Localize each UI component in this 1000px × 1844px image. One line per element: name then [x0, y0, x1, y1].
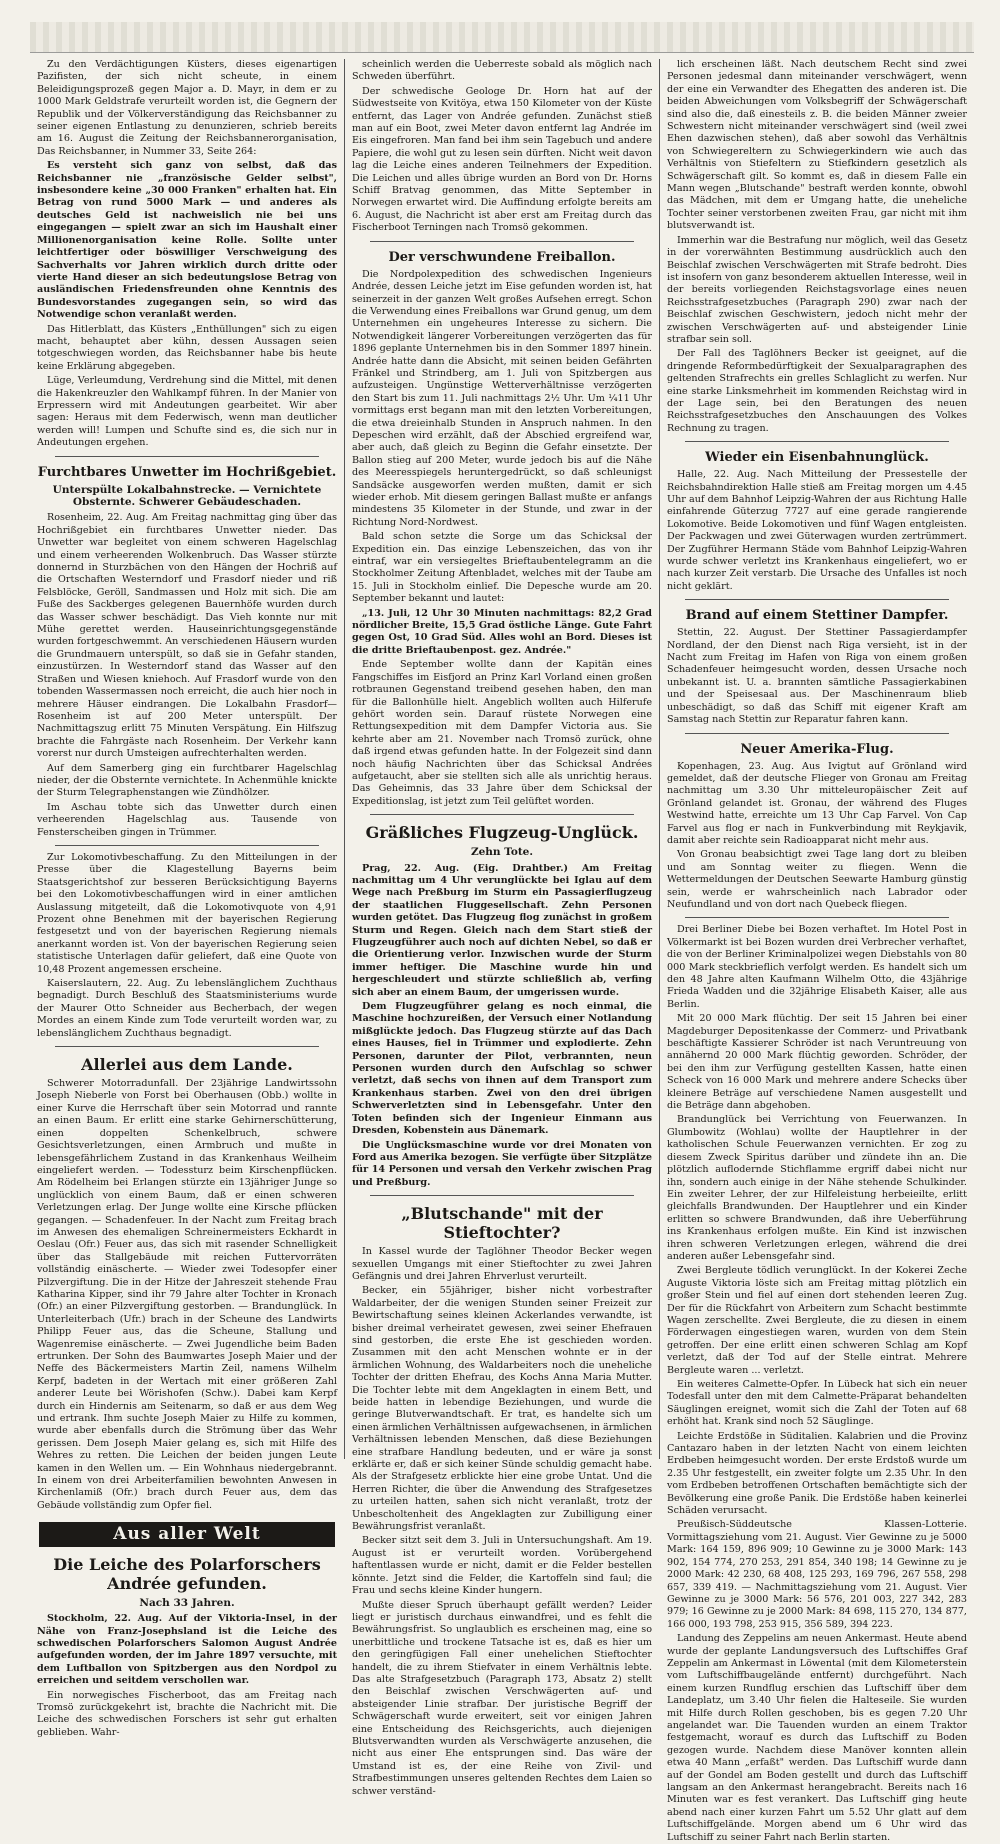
news-item: Ein weiteres Calmette-Opfer. In Lübeck hat sich ein neuer Todesfall unter den mit dem Calmette-Präparat behandelten Säuglingen ereignet, womit sich die Zahl der Toten auf 68 erhöht hat. Krank sind noch 52 Säuglinge. [667, 1379, 967, 1428]
divider [685, 441, 949, 442]
subheadline-unwetter: Unterspülte Lokalbahnstrecke. — Vernichtete Obsternte. Schwerer Gebäudeschaden. [52, 483, 322, 508]
article-paragraph: scheinlich werden die Ueberreste sobald als möglich nach Schweden überführt. [352, 59, 652, 83]
article-paragraph: Schwerer Motorradunfall. Der 23jährige Landwirtssohn Joseph Nieberle von Forst bei Oberhausen (Obb.) wollte in einer Kurve die Herrschaft über sein Motorrad und rannte an einen Baum. Er erlitt eine starke Gehirnerschütterung, einen doppelten Schenkelbruch, schwere Gesichtsverletzungen, einen Armbruch und mußte in lebensgefährlichem Zustand in das Krankenhaus Weilheim eingeliefert werden. — Todessturz beim Kirschenpflücken. Am Rödelheim bei Erlangen stürzte ein 13jähriger Junge so unglücklich von einem Baum, daß er einen schweren Verletzungen erlag. Der Junge wollte eine Kirsche pflücken gegangen. — Schadenfeuer. In der Nacht zum Freitag brach im Anwesen des ehemaligen Schreinermeisters Eckhardt in Oeslau (Ofr.) Feuer aus, das sich mit rasender Schnelligkeit über das Stallgebäude mit reichen Futtervorräten vollständig einäscherte. — Wieder zwei Todesopfer einer Pilzvergiftung. Die in der Hitze der Jahreszeit stehende Frau Katharina Kipper, sind ihr 79 Jahre alter Tochter in Kronach (Ofr.) an einer Pilzvergiftung gestorben. — Brandunglück. In Unterleiterbach (Ufr.) brach in der Scheune des Landwirts Philipp Feuer aus, das die Scheune, Stallung und Wagenremise einäscherte. — Zwei Jugendliche beim Baden ertrunken. Der Sohn des Baumwartes Joseph Maier und der Neffe des Bäckermeisters Martin Zeil, namens Wilhelm Kerpf, badeten in der Wertach mit einer größeren Zahl anderer Leute bei Wörishofen (Schw.). Dabei kam Kerpf durch ein Hindernis am Seitenarm, so daß er aus dem Weg und ertrank. Ihm suchte Joseph Maier zu Hilfe zu kommen, wurde aber ebenfalls durch die Strömung über das Wehr gerissen. Dem Joseph Maier gelang es, sich mit Hilfe des Wehres zu retten. Die Leichen der beiden jungen Leute kamen in den Wellen um. — Ein Wohnhaus niedergebrannt. In einem von drei Arbeiterfamilien bewohnten Anwesen in Kirchenlamiß (Ofr.) brach durch Feuer aus, dem das Gebäude vollständig zum Opfer fiel. [37, 1078, 337, 1511]
article-paragraph: Stettin, 22. August. Der Stettiner Passagierdampfer Nordland, der den Dienst nach Riga versieht, ist in der Nacht zum Freitag im Hafen von Riga von einem großen Schadenfeuer heimgesucht worden, dessen Ursache noch unbekannt ist. U. a. brannten sämtliche Passagierkabinen und der Speisesaal aus. Der Maschinenraum blieb unbeschädigt, so daß das Schiff mit eigener Kraft am Samstag nach Stettin zur Reparatur fahren kann. [667, 627, 967, 726]
column-left [30, 59, 344, 1738]
reichsbanner-quote: Es versteht sich ganz von selbst, daß das Reichsbanner nie „französische Gelder selbst", insbesondere keine „30 000 Franken" erhalten hat. Ein Betrag von rund 5000 Mark — und anderes als deutsches Geld ist nachweislich nie bei uns eingegangen — spielt zwar an sich im Haushalt einer Millionenorganisation keine Rolle. Sollte unter leichtfertiger oder böswilliger Verschweigung des Sachverhalts vor Jahren wirklich durch dritte oder vierte Hand dieser an sich bedeutungslose Betrag von ausländischen Friedensfreunden ohne Kenntnis des Bundesvorstandes zugegangen sein, so wird das Notwendige schon veranlaßt werden. [37, 160, 337, 321]
column-container [30, 59, 974, 1843]
article-paragraph: Bald schon setzte die Sorge um das Schicksal der Expedition ein. Das einzige Lebenszeichen, das von ihr eintraf, war ein versiegeltes Brieftaubentelegramm an die Stockholmer Zeitung Aftenbladet, welches mit der Taube am 15. Juli in Stockholm einlief. Die Depesche wurde am 20. September bekannt und lautet: [352, 531, 652, 605]
article-paragraph: Halle, 22. Aug. Nach Mitteilung der Pressestelle der Reichsbahndirektion Halle stieß am Freitag morgen um 4.45 Uhr auf dem Bahnhof Leipzig-Wahren der aus Richtung Halle einfahrende Güterzug 7727 auf eine gerade rangierende Lokomotive. Beide Lokomotiven und fünf Wagen entgleisten. Der Packwagen und zwei Güterwagen wurden zertrümmert. Der Zugführer Hermann Städe vom Bahnhof Leipzig-Wahren wurde schwer verletzt ins Krankenhaus eingeliefert, wo er nach kurzer Zeit verstarb. Die Ursache des Unfalles ist noch nicht geklärt. [667, 469, 967, 592]
divider [685, 599, 949, 600]
divider [370, 241, 634, 242]
news-item: Preußisch-Süddeutsche Klassen-Lotterie. Vormittagsziehung vom 21. August. Vier Gewinne zu je 5000 Mark: 164 159, 896 909; 10 Gewinne zu je 3000 Mark: 143 902, 154 774, 270 253, 291 854, 340 198; 14 Gewinne zu je 2000 Mark: 42 230, 68 408, 125 293, 169 796, 267 558, 298 657, 339 419. — Nachmittagsziehung vom 21. August. Vier Gewinne zu je 3000 Mark: 56 576, 201 003, 227 342, 283 979; 16 Gewinne zu je 2000 Mark: 84 698, 115 270, 134 877, 166 000, 193 798, 253 915, 356 589, 394 223. [667, 1519, 967, 1630]
column-right [659, 59, 974, 1843]
article-paragraph: Lüge, Verleumdung, Verdrehung sind die Mittel, mit denen die Hakenkreuzler den Wahlkampf führen. In der Manier von Erpressern wird mit Andeutungen gearbeitet. Wir aber sagen: Heraus mit dem Federwisch, wenn man deutlicher werden will! Lumpen und Schufte sind es, die sich nur in Andeutungen ergehen. [37, 375, 337, 449]
headline-allerlei: Allerlei aus dem Lande. [81, 1055, 293, 1075]
article-paragraph: Die Unglücksmaschine wurde vor drei Monaten von Ford aus Amerika bezogen. Sie verfügte über Sitzplätze für 14 Personen und versah den Verkehr zwischen Prag und Preßburg. [352, 1139, 652, 1188]
subheadline-flugzeug: Zehn Tote. [470, 846, 534, 859]
article-paragraph: Mußte dieser Spruch überhaupt gefällt werden? Leider liegt er juristisch durchaus einwandfrei, und es fehlt die Bewährungsfrist. So unglaublich es erscheinen mag, eine so unerbittliche und trockene Tatsache ist es, daß es hier um den geringfügigen Fall einer unehelichen Stieftochter handelt, die zu ihrem Stiefvater in einem Verhältnis lebte. Das alte Strafgesetzbuch (Paragraph 173, Absatz 2) stellt den Beischlaf zwischen Verschwägerten auf- und absteigender Linie strafbar. Der juristische Begriff der Schwägerschaft wurde erweitert, seit vor einigen Jahren eine Entscheidung des Reichsgerichts, auch diejenigen Blutsverwandten wurden als Verschwägerte anzusehen, die nicht aus einer Ehe entsprungen sind. Das wäre der Umstand ist es, der eine Reihe von Zivil- und Strafbestimmungen unseres geltenden Rechtes dem Laien so schwer verständ- [352, 1599, 652, 1797]
article-paragraph: Dem Flugzeugführer gelang es noch einmal, die Maschine hochzureißen, der Versuch einer Notlandung mißglückte jedoch. Das Flugzeug stürzte auf das Dach eines Hauses, fiel in Trümmer und explodierte. Zehn Personen, darunter der Pilot, verbrannten, neun Personen wurden durch den Aufschlag so schwer verletzt, daß sechs von ihnen auf dem Transport zum Krankenhaus starben. Zwei von den drei übrigen Schwerverletzten sind in Lebensgefahr. Unter den Toten befinden sich der Ingenieur Einmann aus Dresden, Kobenstein aus Dänemark. [352, 1001, 652, 1137]
article-paragraph: Becker sitzt seit dem 3. Juli in Untersuchungshaft. Am 19. August ist er verurteilt worden. Vorübergehend haftentlassen wurde er nicht, damit er die Felder bestellen könnte. Jetzt sind die Felder, die Kartoffeln sind faul; die Frau und sechs kleine Kinder hungern. [352, 1535, 652, 1597]
headline-unwetter: Furchtbares Unwetter im Hochrißgebiet. [37, 464, 337, 480]
article-paragraph: Rosenheim, 22. Aug. Am Freitag nachmittag ging über das Hochrißgebiet ein furchtbares Unwetter nieder. Das Unwetter war begleitet von einem schweren Hagelschlag und einem verheerenden Wolkenbruch. Das Wasser stürzte donnernd in Sturzbächen von den Hängen der Hochriß auf die Ortschaften Westerndorf und Frasdorf nieder und riß Felsblöcke, Geröll, Sandmassen und Holz mit sich. Die am Fuße des Sackberges gelegenen Bauernhöfe wurden durch das Wasser schwer beschädigt. Das Vieh konnte nur mit Mühe gerettet werden. Hauseinrichtungsgegenstände wurden fortgeschwemmt. An verschiedenen Häusern wurden die Grundmauern unterspült, so daß sie in Gefahr standen, einzustürzen. In Westerndorf stand das Wasser auf den Straßen und Wiesen kniehoch. Auf Frasdorf wurde von den tobenden Wassermassen noch erreicht, die auch hier noch in mehrere Häuser eindrangen. Die Lokalbahn Frasdorf—Rosenheim ist auf 200 Meter unterspült. Der Nachmittagszug erlitt 75 Minuten Verspätung. Ein Hilfszug brachte die Fahrgäste nach Rosenheim. Der Verkehr kann vorerst nur durch Umsteigen aufrechterhalten werden. [37, 512, 337, 760]
news-item: Mit 20 000 Mark flüchtig. Der seit 15 Jahren bei einer Magdeburger Depositenkasse der Commerz- und Privatbank beschäftigte Kassierer Schröder ist nach Veruntreuung von annähernd 20 000 Mark flüchtig geworden. Schröder, der bei den ihm zur Verfügung gestellten Kassen, hatte einen Scheck von 16 000 Mark und mehrere andere Schecks über kleinere Beträge auf verschiedene Namen ausgestellt und die Beträge dann abgehoben. [667, 1013, 967, 1112]
article-paragraph: Ein norwegisches Fischerboot, das am Freitag nach Tromsö zurückgekehrt ist, brachte die Nachricht mit. Die Leiche des schwedischen Forschers ist sehr gut erhalten geblieben. Wahr- [37, 1689, 337, 1738]
divider [685, 733, 949, 734]
article-paragraph: Zur Lokomotivbeschaffung. Zu den Mitteilungen in der Presse über die Klagestellung Bayerns beim Staatsgerichtshof zur besseren Berücksichtigung Bayerns bei den Lokomotivbeschaffungen wird in einer amtlichen Auslassung mitgeteilt, daß die Lokomotivquote von 4,91 Prozent ohne Benehmen mit der bayerischen Regierung festgesetzt und von der bayerischen Regierung niemals anerkannt worden ist. Von der bayerischen Regierung seien statistische Unterlagen dafür geliefert, daß eine Quote von 10,48 Prozent angemessen erscheine. [37, 851, 337, 975]
subheadline-andree: Nach 33 Jahren. [139, 1596, 235, 1609]
divider [370, 814, 634, 815]
divider [55, 845, 319, 846]
news-item: Zwei Bergleute tödlich verunglückt. In der Kokerei Zeche Auguste Viktoria löste sich am Freitag mittag plötzlich ein großer Stein und fiel auf einen dort stehenden leeren Zug. Der für die Rückfahrt von Arbeitern zum Schacht bestimmte Wagen zerschellte. Zwei Bergleute, die zu diesen in einem Förderwagen eingestiegen waren, wurden von dem Stein getroffen. Der eine erlitt einen schweren Schlag am Kopf verletzt, daß der Tod auf der Stelle eintrat. Mehrere Bergleute waren ... verletzt. [667, 1265, 967, 1376]
telegram-quote: „13. Juli, 12 Uhr 30 Minuten nachmittags: 82,2 Grad nördlicher Breite, 15,5 Grad östliche Länge. Gute Fahrt gegen Ost, 10 Grad Süd. Alles wohl an Bord. Dieses ist die dritte Brieftaubenpost. gez. Andrée." [352, 607, 652, 656]
headline-dampfer: Brand auf einem Stettiner Dampfer. [685, 608, 949, 624]
article-paragraph: Von Gronau beabsichtigt zwei Tage lang dort zu bleiben und am Sonntag weiter zu fliegen. Wenn die Wettermeldungen der Deutschen Seewarte Hamburg günstig sein, werde er wahrscheinlich nach Labrador oder Neufundland und von dort nach Quebeck fliegen. [667, 849, 967, 910]
article-lead: Prag, 22. Aug. (Eig. Drahtber.) Am Freitag nachmittag um 4 Uhr verunglückte bei Iglau auf dem Wege nach Preßburg im Sturm ein Passagierflugzeug der staatlichen Fluggesellschaft. Zehn Personen wurden getötet. Das Flugzeug flog zunächst in großem Sturm und Regen. Gleich nach dem Start stieß der Flugzeugführer auch noch auf dichten Nebel, so daß er die Orientierung verlor. Inzwischen wurde der Sturm immer heftiger. Die Maschine wurde hin und hergeschleudert und stürzte schließlich ab, verfing sich aber an einem Baum, der umgerissen wurde. [352, 862, 652, 998]
section-banner: Aus aller Welt [39, 1522, 335, 1546]
article-paragraph: Auf dem Samerberg ging ein furchtbarer Hagelschlag nieder, der die Obsternte vernichtete. In Achenmühle knickte der Sturm Telegraphenstangen wie Zündhölzer. [37, 762, 337, 799]
article-paragraph: Der schwedische Geologe Dr. Horn hat auf der Südwestseite von Kvitöya, etwa 150 Kilometer von der Küste entfernt, das Lager von Andrée gefunden. Zunächst stieß man auf ein Boot, zwei Meter davon entfernt lag Andrée im Eis eingefroren. Man fand bei ihm sein Tagebuch und andere Papiere, die wohl gut zu lesen sein dürften. Nicht weit davon lag die Leiche eines anderen Teilnehmers der Expedition. Die Leichen und alles übrige wurden an Bord von Dr. Horns Schiff Bratvag genommen, das Mitte September in Norwegen erwartet wird. Die Auffindung erfolgte bereits am 6. August, die Nachricht ist aber erst am Freitag durch das Fischerboot Terningen nach Tromsö gekommen. [352, 85, 652, 234]
article-paragraph: Immerhin war die Bestrafung nur möglich, weil das Gesetz in der vorerwähnten Bestimmung ausdrücklich auch den Beischlaf zwischen Verschwägerten mit Strafe bedroht. Dies ist insofern von ganz besonderem aktuellen Interesse, weil in der bereits vorliegenden Reichstagsvorlage eines neuen Reichsstrafgesetzbuches (Paragraph 290) zwar nach der Beischlaf zwischen Geschwistern, jedoch nicht mehr der zwischen Verschwägerten auf- und absteigender Linie strafbar sein soll. [667, 234, 967, 345]
news-item: Drei Berliner Diebe bei Bozen verhaftet. Im Hotel Post in Völkermarkt ist bei Bozen wurden drei Verbrecher verhaftet, die von der Berliner Kriminalpolizei wegen Diebstahls von 80 000 Mark steckbrieflich verfolgt werden. Es handelt sich um den 48 Jahre alten Kaufmann Wilhelm Otto, die 43jährige Frieda Wadden und die 32jährige Elisabeth Kaiser, alle aus Berlin. [667, 924, 967, 1010]
headline-amerika: Neuer Amerika-Flug. [740, 741, 894, 757]
news-item: Leichte Erdstöße in Süditalien. Kalabrien und die Provinz Cantazaro haben in der letzten Nacht von einem leichten Erdbeben heimgesucht worden. Der erste Erdstoß wurde um 2.35 Uhr festgestellt, ein zweiter folgte um 2.35 Uhr. In den vom Erdbeben betroffenen Ortschaften bemächtigte sich der Bevölkerung eine große Panik. Die Erdstöße haben keinerlei Schäden verursacht. [667, 1430, 967, 1517]
news-item: Landung des Zeppelins am neuen Ankermast. Heute abend wurde der geplante Landungsversuch des Luftschiffes Graf Zeppelin am Ankermast in Löwental (mit dem Kilometerstein vom Luftschiffbaugelände entfernt) durchgeführt. Nach einem kurzen Rundflug erschien das Luftschiff über dem Landeplatz, um 3.40 Uhr fielen die Halteseile. Sie wurden mit Hilfe durch Rollen geschoben, bis es gegen 7.20 Uhr angelandet war. Die Tauenden wurden an einem Traktor festgemacht, worauf es durch das Luftschiff zu Boden gezogen wurde. Nachdem diese Manöver konnten allein etwa 40 Mann „erfaßt" werden. Das Luftschiff wurde dann auf der Gondel am Boden gestellt und durch das Luftschiff langsam an den Ankermast herangebracht. Bereits nach 16 Minuten war es fest verankert. Das Luftschiff ging heute abend nach einer kurzen Fahrt um 5.52 Uhr glatt auf dem Luftschiffgelände. Morgen abend um 6 Uhr wird das Luftschiff zu seiner Fahrt nach Berlin starten. [667, 1633, 967, 1843]
article-paragraph: In Kassel wurde der Taglöhner Theodor Becker wegen sexuellen Umgangs mit einer Stieftochter zu zwei Jahren Gefängnis und drei Jahren Ehrverlust verurteilt. [352, 1246, 652, 1282]
divider [55, 456, 319, 457]
divider [55, 1046, 319, 1047]
column-middle [344, 59, 659, 1797]
article-paragraph: Die Nordpolexpedition des schwedischen Ingenieurs Andrée, dessen Leiche jetzt im Eise gefunden worden ist, hat seinerzeit in der ganzen Welt großes Aufsehen erregt. Schon die Verwendung eines Freiballons war Grund genug, um dem Unternehmen ein ungeheures Interesse zu sichern. Die Notwendigkeit längerer Vorbereitungen verzögerten das für 1896 geplante Unternehmen bis in den Sommer 1897 hinein. Andrée hatte dann die Absicht, mit seinen beiden Gefährten Fränkel und Strindberg, am 1. Juli von Spitzbergen aus aufzusteigen. Ungünstige Wetterverhältnisse verzögerten den Start bis zum 11. Juli nachmittags 2½ Uhr. Um ¼11 Uhr vormittags erst begann man mit den letzten Vorbereitungen, die etwa dreieinhalb Stunden in Anspruch nahmen. In den Depeschen wird erzählt, daß der Abschied ergreifend war, aber auch, daß gleich zu Beginn die Gefahr einsetzte. Der Ballon stieg auf 200 Meter, wurde jedoch bis auf die Nähe des Meeresspiegels heruntergedrückt, so daß schleunigst Sandsäcke ausgeworfen werden mußten, damit er sich wieder erhob. Mit diesem geringen Ballast mußte er anfangs mindestens 35 Kilometer in der Stunde, und zwar in der Richtung Nord-Nordwest. [352, 268, 652, 528]
headline-blutschande: „Blutschande" mit der Stieftochter? [401, 1204, 603, 1243]
article-paragraph: Das Hitlerblatt, das Küsters „Enthüllungen" sich zu eigen macht, behauptet aber kühn, dessen Aussagen seien totgeschwiegen worden, das Reichsbanner habe bis heute keine Erklärung abgegeben. [37, 323, 337, 372]
headline-flugzeug: Gräßliches Flugzeug-Unglück. [365, 823, 639, 843]
article-paragraph: Kopenhagen, 23. Aug. Aus Ivigtut auf Grönland wird gemeldet, daß der deutsche Flieger von Gronau am Freitag nachmittag um 3.30 Uhr mitteleuropäischer Zeit auf Grönland gelandet ist. Gronau, der während des Fluges Westwind hatte, erreichte um 13 Uhr Cap Farvel. Von Cap Farvel aus flog er nach in Funkverbindung mit Reykjavik, damit aber reichte sein Radioapparat nicht mehr aus. [667, 760, 967, 846]
article-paragraph: Der Fall des Taglöhners Becker ist geeignet, auf die dringende Reformbedürftigkeit der Sexualparagraphen des geltenden Strafrechts ein grelles Schlaglicht zu werfen. Nur eine starke Linksmehrheit im kommenden Reichstag wird in der Lage sein, bei den Beratungen des neuen Reichsstrafgesetzbuches den Anschauungen des Volkes Rechnung zu tragen. [667, 348, 967, 434]
news-item: Brandunglück bei Verrichtung von Feuerwanzen. In Glumbowitz (Wohlau) wollte der Hauptlehrer in der katholischen Schule Feuerwanzen vernichten. Er zog zu diesem Zweck Spiritus darüber und zündete ihn an. Die plötzlich auflodernde Stichflamme ergriff dabei nicht nur ihn, sondern auch einige in der Nähe stehende Schulkinder. Ein zweiter Lehrer, der zur Hilfeleistung herbeieilte, erlitt gleichfalls Brandwunden. Der Hauptlehrer und ein Kinder erlitten so schwere Brandwunden, daß ihre Ueberführung ins Krankenhaus erfolgen mußte. Ein Kind ist inzwischen ihren schweren Verletzungen erlegen, während die drei anderen außer Lebensgefahr sind. [667, 1114, 967, 1262]
headline-freiballon: Der verschwundene Freiballon. [388, 249, 616, 265]
article-paragraph: Im Aschau tobte sich das Unwetter durch einen verheerenden Hagelschlag aus. Tausende von Fensterscheiben gingen in Trümmer. [37, 801, 337, 838]
article-paragraph: Becker, ein 55jähriger, bisher nicht vorbestrafter Waldarbeiter, der die wenigen Stunden seiner Freizeit zur Bewirtschaftung seines kleinen Ackerlandes verwandte, ist bisher dreimal verheiratet gewesen, zwei seiner Ehefrauen sind gestorben, die erste Ehe ist geschieden worden. Zusammen mit den acht Menschen wohnte er in der ärmlichen Wohnung, des Waldarbeiters noch die uneheliche Tochter der dritten Ehefrau, des Kochs Anna Maria Mutter. Die Tochter lebte mit dem Angeklagten in einem Bett, und beide hatten in lebendige Beziehungen, und wurde die geringe Blutverwandtschaft. Er trat, es handelte sich um einen ärmlichen Verhältnissen aufgewachsenen, in ärmlichen Verhältnissen lebenden Menschen, daß diese Beziehungen eine strafbare Handlung bedeuten, und er wäre ja sonst erklärte er, daß er sich keiner Sünde schuldig gemacht habe. Als der Strafgesetz erblickte hier eine grobe Untat. Und die Herren Richter, die über die Anwendung des Strafgesetzes zu urteilen hatten, sahen sich nicht veranlaßt, trotz der Unbescholtenheit des Angeklagten zur Zubilligung einer Bewährungsfrist veranlaßt. [352, 1285, 652, 1533]
article-paragraph: lich erscheinen läßt. Nach deutschem Recht sind zwei Personen jedesmal dann miteinander verschwägert, wenn der eine ein Verwandter des Ehegatten des anderen ist. Die beiden Abweichungen vom Volksbegriff der Schwägerschaft sind also die, daß einesteils z. B. die beiden Männer zweier Schwestern nicht miteinander verschwägert sind (weil zwei Ehen dazwischen stehen), daß aber sowohl das Verhältnis von Schwiegereltern zu Schwiegerkindern wie auch das Verhältnis von Stiefeltern zu Stiefkindern gesetzlich als Schwägerschaft gilt. So kommt es, daß in diesem Falle ein Mann wegen „Blutschande" bestraft werden konnte, obwohl das Mädchen, mit dem er Umgang hatte, die uneheliche Tochter seiner verstorbenen zweiten Frau, gar nicht mit ihm blutsverwandt ist. [667, 59, 967, 232]
article-paragraph: Kaiserslautern, 22. Aug. Zu lebenslänglichem Zuchthaus begnadigt. Durch Beschluß des Staatsministeriums wurde der Maurer Otto Schneider aus Becherbach, der wegen Mordes an einem Kinde zum Tode verurteilt worden war, zu lebenslänglichem Zuchthaus begnadigt. [37, 978, 337, 1039]
article-intro: Zu den Verdächtigungen Küsters, dieses eigenartigen Pazifisten, der sich nicht scheute, in einem Beleidigungsprozeß gegen Major a. D. Mayr, in dem er zu 1000 Mark Geldstrafe verurteilt worden ist, die Gegnern der Republik und der Völkerverständigung das Reichsbanner zu seiner eigenen Entlastung zu denunzieren, schrieb bereits am 16. August die Zeitung der Reichsbannerorganisation, Das Reichsbanner, in Nummer 33, Seite 264: [37, 59, 337, 157]
divider [370, 1195, 634, 1196]
headline-eisenbahn: Wieder ein Eisenbahnunglück. [705, 450, 929, 466]
previous-page-bleed [30, 22, 974, 53]
headline-andree: Die Leiche des Polarforschers Andrée gefunden. [53, 1554, 321, 1593]
article-paragraph: Ende September wollte dann der Kapitän eines Fangschiffes im Eisfjord an Prinz Karl Vorland einen großen rotbraunen Gegenstand treibend gesehen haben, den man für die Ballonhülle hielt. Angeblich wollten auch Hilferufe gehört worden sein. Darauf rüstete Norwegen eine Rettungsexpedition mit dem Dampfer Victoria aus. Sie kehrte aber am 21. November nach Tromsö zurück, ohne daß irgend etwas gefunden hatte. In der Folgezeit sind dann noch häufig Nachrichten über das Schicksal Andrées aufgetaucht, aber sie stellten sich alle als unrichtig heraus. Das Geheimnis, das 33 Jahre über dem Schicksal der Expeditionslag, ist jetzt zum Teil gelüftet worden. [352, 659, 652, 807]
divider [685, 917, 949, 918]
article-lead: Stockholm, 22. Aug. Auf der Viktoria-Insel, in der Nähe von Franz-Josephsland ist die Leiche des schwedischen Polarforschers Salomon August Andrée aufgefunden worden, der im Jahre 1897 versuchte, mit dem Luftballon von Spitzbergen aus den Nordpol zu erreichen und seitdem verschollen war. [37, 1613, 337, 1687]
